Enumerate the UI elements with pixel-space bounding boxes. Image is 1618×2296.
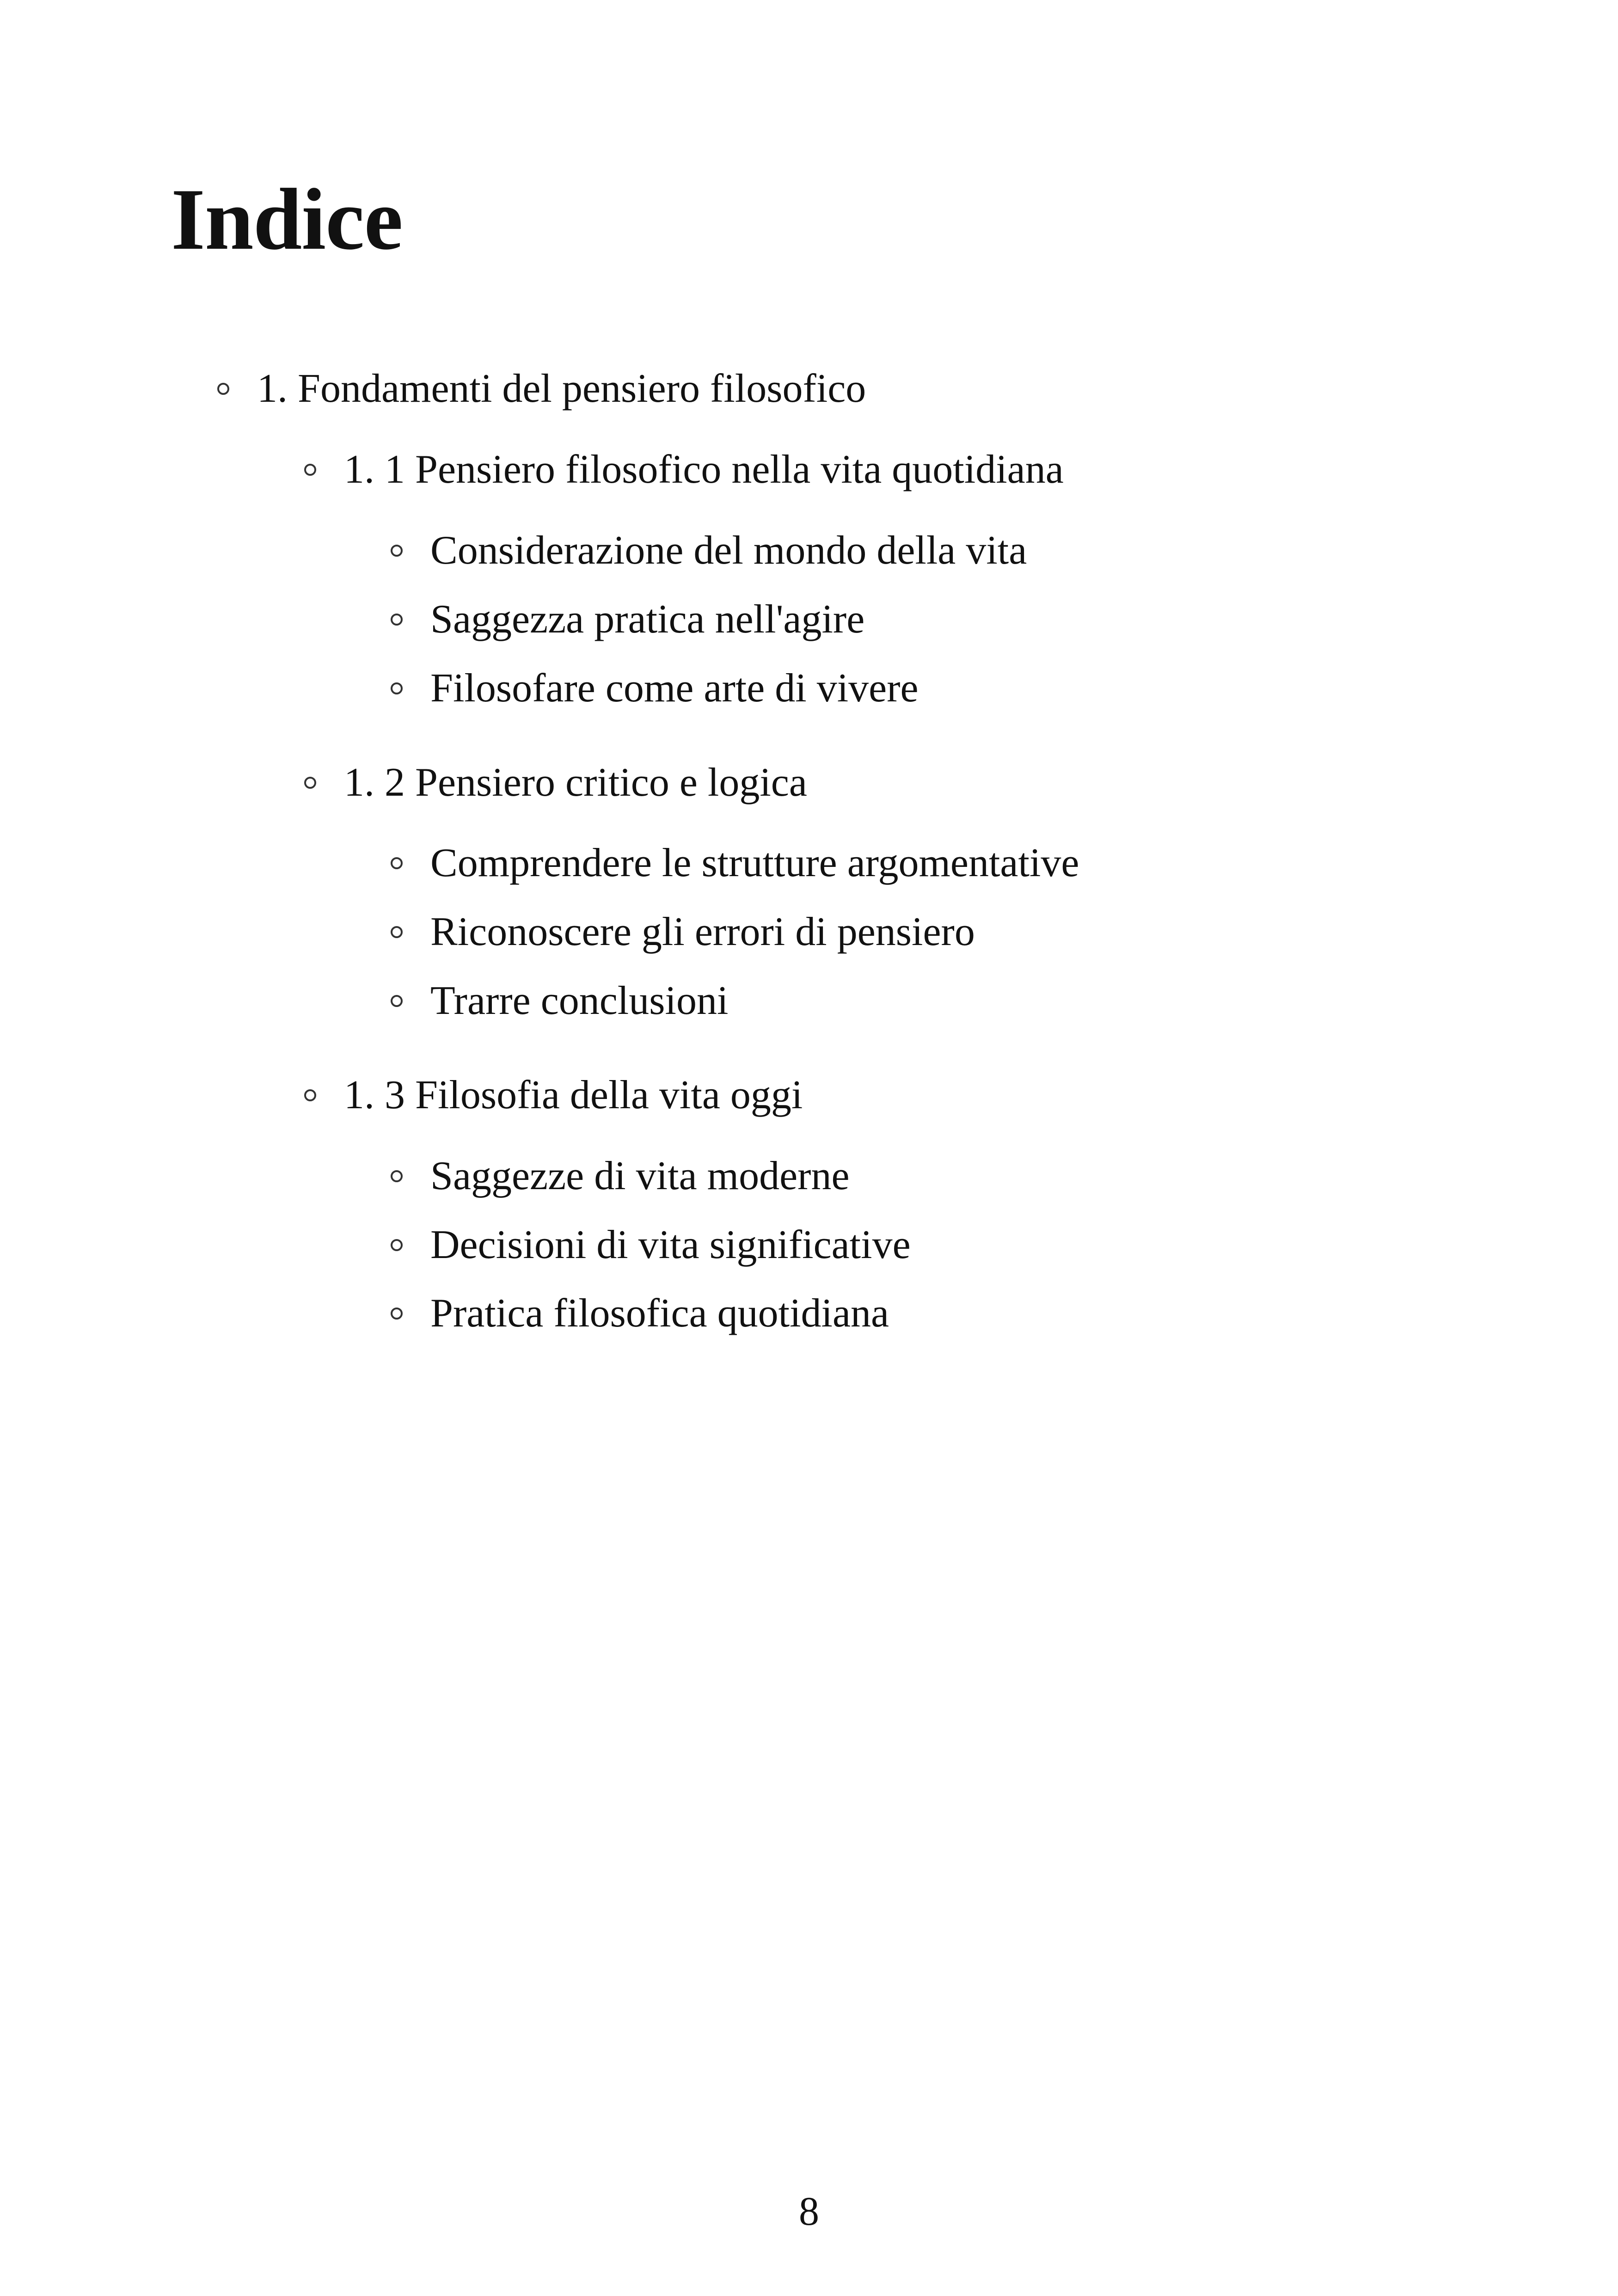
page-title: Indice: [171, 171, 403, 268]
toc-item-label: Saggezze di vita moderne: [430, 1154, 850, 1198]
toc-item-label: Pratica filosofica quotidiana: [430, 1291, 889, 1336]
toc-section-label: 1. 3 Filosofia della vita oggi: [344, 1073, 803, 1117]
toc-item-label: Filosofare come arte di vivere: [430, 666, 919, 711]
toc-item[interactable]: [391, 1222, 911, 1267]
toc-item[interactable]: [391, 909, 975, 954]
circle-bullet-icon: [391, 1170, 403, 1182]
circle-bullet-icon: [391, 857, 403, 869]
toc-section-1-2[interactable]: [304, 762, 807, 803]
toc-item[interactable]: [391, 530, 1027, 571]
page-number: 8: [799, 2189, 819, 2234]
toc-item-label: Trarre conclusioni: [430, 978, 729, 1023]
toc-item[interactable]: [391, 1293, 889, 1334]
toc-item[interactable]: [391, 668, 919, 709]
toc-section-1-3[interactable]: [304, 1075, 803, 1116]
toc-item[interactable]: [391, 1156, 850, 1197]
circle-bullet-icon: [391, 995, 403, 1007]
circle-bullet-icon: [391, 545, 403, 557]
toc-section-label: 1. 2 Pensiero critico e logica: [344, 760, 807, 805]
toc-item-label: Saggezza pratica nell'agire: [430, 597, 865, 642]
toc-item[interactable]: [391, 843, 1079, 884]
circle-bullet-icon: [304, 464, 316, 476]
circle-bullet-icon: [391, 1239, 403, 1251]
circle-bullet-icon: [391, 926, 403, 938]
circle-bullet-icon: [217, 383, 229, 395]
circle-bullet-icon: [391, 682, 403, 694]
circle-bullet-icon: [391, 1308, 403, 1320]
toc-item[interactable]: [391, 978, 729, 1023]
circle-bullet-icon: [304, 1089, 316, 1101]
toc-item[interactable]: [391, 599, 864, 640]
toc-item-label: Considerazione del mondo della vita: [430, 528, 1027, 573]
toc-chapter-label: 1. Fondamenti del pensiero filosofico: [257, 366, 866, 411]
toc-item-label: Decisioni di vita significative: [430, 1222, 911, 1267]
toc-item-label: Comprendere le strutture argomentative: [430, 841, 1079, 885]
toc-chapter-1[interactable]: [217, 368, 866, 409]
circle-bullet-icon: [304, 777, 316, 789]
toc-section-1-1[interactable]: [304, 449, 1064, 490]
toc-section-label: 1. 1 Pensiero filosofico nella vita quotidiana: [344, 447, 1064, 492]
circle-bullet-icon: [391, 614, 403, 626]
toc-item-label: Riconoscere gli errori di pensiero: [430, 909, 975, 954]
